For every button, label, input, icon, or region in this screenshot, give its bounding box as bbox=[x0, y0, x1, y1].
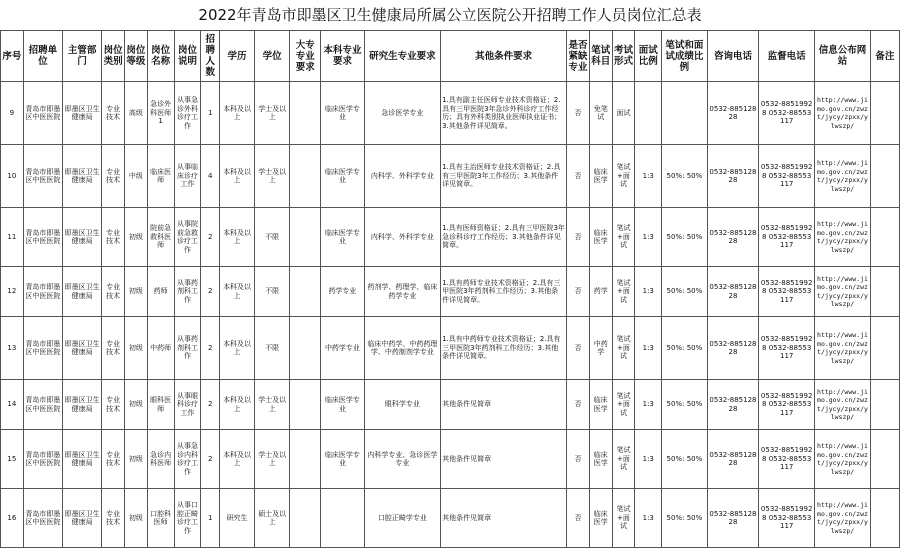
table-cell: 否 bbox=[567, 489, 590, 548]
table-cell: 药学 bbox=[589, 267, 612, 317]
table-cell: 50%: 50% bbox=[662, 489, 707, 548]
table-cell: 即墨区卫生健康局 bbox=[62, 82, 101, 145]
table-cell: 青岛市即墨区中医医院 bbox=[23, 145, 62, 208]
table-row bbox=[1, 267, 900, 317]
header-cell: 信息公布网站 bbox=[815, 31, 871, 82]
header-cell: 招聘人数 bbox=[201, 31, 220, 82]
table-cell: 专业技术 bbox=[102, 430, 125, 489]
table-cell: 眼科学专业 bbox=[364, 380, 440, 430]
table-cell: 初级 bbox=[124, 489, 147, 548]
table-cell: 中药师 bbox=[147, 317, 174, 380]
table-cell: 笔试+面试 bbox=[612, 317, 635, 380]
table-cell: 否 bbox=[567, 317, 590, 380]
header-cell: 监督电话 bbox=[759, 31, 815, 82]
positions-table bbox=[0, 30, 900, 548]
table-cell bbox=[290, 208, 321, 267]
table-cell: 1:3 bbox=[635, 317, 662, 380]
table-cell: 从事急诊内科诊疗工作 bbox=[174, 430, 201, 489]
table-cell: 临床中药学、中药药理学、中药制剂学专业 bbox=[364, 317, 440, 380]
table-cell bbox=[870, 430, 899, 489]
table-cell: 从事药剂科工作 bbox=[174, 317, 201, 380]
table-cell: 0532-88512828 bbox=[707, 82, 759, 145]
table-cell bbox=[870, 208, 899, 267]
table-row bbox=[1, 317, 900, 380]
table-cell: 口腔科医师 bbox=[147, 489, 174, 548]
table-cell: 50%: 50% bbox=[662, 430, 707, 489]
table-cell: 1.具有副主任医师专业技术资格证；2.具有三甲医院3年急诊外科诊疗工作经历；具有外科类别执业医师执业证书；3.其他条件详见简章。 bbox=[441, 82, 567, 145]
table-row bbox=[1, 208, 900, 267]
table-cell: 50%: 50% bbox=[662, 267, 707, 317]
table-cell: 本科及以上 bbox=[220, 267, 255, 317]
table-cell: 从事口腔正畸诊疗工作 bbox=[174, 489, 201, 548]
table-cell: 2 bbox=[201, 208, 220, 267]
table-cell bbox=[870, 82, 899, 145]
table-cell: 2 bbox=[201, 267, 220, 317]
table-cell: 本科及以上 bbox=[220, 208, 255, 267]
table-cell[interactable]: http://www.jimo.gov.cn/zwzt/jycy/zpxx/ylwszp/ bbox=[815, 208, 871, 267]
table-cell: 临床医师 bbox=[147, 145, 174, 208]
table-cell: 0532-88512828 bbox=[707, 145, 759, 208]
table-cell: 其他条件见简章 bbox=[441, 489, 567, 548]
table-cell bbox=[290, 489, 321, 548]
table-cell: 本科及以上 bbox=[220, 145, 255, 208]
table-cell: 中级 bbox=[124, 145, 147, 208]
table-cell: 急诊内科医师 bbox=[147, 430, 174, 489]
table-cell: 1.具有医师资格证；2.具有三甲医院3年急诊科诊疗工作经历；3.其他条件详见简章。 bbox=[441, 208, 567, 267]
table-cell: 0532-88519928 0532-88553117 bbox=[759, 317, 815, 380]
table-cell: 0532-88512828 bbox=[707, 208, 759, 267]
table-row bbox=[1, 82, 900, 145]
table-cell: 0532-88512828 bbox=[707, 267, 759, 317]
table-cell: 50%: 50% bbox=[662, 208, 707, 267]
table-cell: 专业技术 bbox=[102, 489, 125, 548]
page-title: 2022年青岛市即墨区卫生健康局所属公立医院公开招聘工作人员岗位汇总表 bbox=[198, 6, 702, 24]
table-cell: 0532-88519928 0532-88553117 bbox=[759, 267, 815, 317]
table-cell bbox=[635, 82, 662, 145]
table-cell: 笔试+面试 bbox=[612, 145, 635, 208]
table-cell: 否 bbox=[567, 267, 590, 317]
table-row bbox=[1, 489, 900, 548]
table-cell: 1 bbox=[201, 82, 220, 145]
table-cell: 14 bbox=[1, 380, 24, 430]
header-cell: 序号 bbox=[1, 31, 24, 82]
table-row bbox=[1, 380, 900, 430]
table-cell bbox=[870, 380, 899, 430]
table-cell: 笔试+面试 bbox=[612, 430, 635, 489]
table-cell: 即墨区卫生健康局 bbox=[62, 380, 101, 430]
table-cell: 1:3 bbox=[635, 267, 662, 317]
header-cell: 大专专业要求 bbox=[290, 31, 321, 82]
table-cell: 否 bbox=[567, 145, 590, 208]
table-cell: 不限 bbox=[255, 267, 290, 317]
table-cell: 否 bbox=[567, 208, 590, 267]
table-cell: 免笔试 bbox=[589, 82, 612, 145]
table-cell: 笔试+面试 bbox=[612, 267, 635, 317]
table-cell: 高级 bbox=[124, 82, 147, 145]
table-cell: 本科及以上 bbox=[220, 380, 255, 430]
table-cell: 中药学 bbox=[589, 317, 612, 380]
table-cell: 临床医学 bbox=[589, 208, 612, 267]
table-cell: 1 bbox=[201, 489, 220, 548]
table-cell: 口腔正畸学专业 bbox=[364, 489, 440, 548]
table-cell: 0532-88512828 bbox=[707, 317, 759, 380]
table-cell bbox=[290, 317, 321, 380]
table-cell: 内科学、外科学专业 bbox=[364, 208, 440, 267]
header-cell: 研究生专业要求 bbox=[364, 31, 440, 82]
table-cell: 0532-88512828 bbox=[707, 430, 759, 489]
table-cell: 药剂学、药理学、临床药学专业 bbox=[364, 267, 440, 317]
table-cell: 否 bbox=[567, 82, 590, 145]
table-cell bbox=[870, 489, 899, 548]
table-cell: 专业技术 bbox=[102, 82, 125, 145]
table-cell bbox=[662, 82, 707, 145]
table-cell: 0532-88519928 0532-88553117 bbox=[759, 208, 815, 267]
table-cell[interactable]: http://www.jimo.gov.cn/zwzt/jycy/zpxx/ylwszp/ bbox=[815, 82, 871, 145]
table-cell: 专业技术 bbox=[102, 145, 125, 208]
header-cell: 面试比例 bbox=[635, 31, 662, 82]
table-cell: 1:3 bbox=[635, 145, 662, 208]
header-cell: 笔试和面试成绩比例 bbox=[662, 31, 707, 82]
header-cell: 笔试科目 bbox=[589, 31, 612, 82]
table-cell: 青岛市即墨区中医医院 bbox=[23, 489, 62, 548]
table-cell: 从事临床诊疗工作 bbox=[174, 145, 201, 208]
table-cell: 专业技术 bbox=[102, 267, 125, 317]
table-cell: 药师 bbox=[147, 267, 174, 317]
table-cell: 12 bbox=[1, 267, 24, 317]
table-cell: 从事急诊外科诊疗工作 bbox=[174, 82, 201, 145]
table-cell: 其他条件见简章 bbox=[441, 380, 567, 430]
table-cell[interactable]: http://www.jimo.gov.cn/zwzt/jycy/zpxx/ylwszp/ bbox=[815, 489, 871, 548]
table-cell: 本科及以上 bbox=[220, 430, 255, 489]
table-cell: 初级 bbox=[124, 317, 147, 380]
table-cell bbox=[290, 430, 321, 489]
header-cell: 岗位名称 bbox=[147, 31, 174, 82]
table-cell: 16 bbox=[1, 489, 24, 548]
table-cell: 9 bbox=[1, 82, 24, 145]
table-cell: 1:3 bbox=[635, 380, 662, 430]
header-cell: 招聘单位 bbox=[23, 31, 62, 82]
table-cell: 专业技术 bbox=[102, 380, 125, 430]
table-body bbox=[1, 82, 900, 548]
table-cell: 学士及以上 bbox=[255, 82, 290, 145]
table-cell: 眼科医师 bbox=[147, 380, 174, 430]
table-cell: 4 bbox=[201, 145, 220, 208]
table-cell: 学士及以上 bbox=[255, 430, 290, 489]
table-cell: 急诊医学专业 bbox=[364, 82, 440, 145]
table-cell bbox=[321, 489, 364, 548]
table-cell: 即墨区卫生健康局 bbox=[62, 267, 101, 317]
header-cell: 主管部门 bbox=[62, 31, 101, 82]
table-cell: 0532-88512828 bbox=[707, 380, 759, 430]
table-cell: 即墨区卫生健康局 bbox=[62, 489, 101, 548]
table-cell: 内科学、外科学专业 bbox=[364, 145, 440, 208]
table-cell: 专业技术 bbox=[102, 208, 125, 267]
table-cell: 50%: 50% bbox=[662, 380, 707, 430]
table-cell: 青岛市即墨区中医医院 bbox=[23, 267, 62, 317]
table-cell bbox=[870, 317, 899, 380]
table-cell: 硕士及以上 bbox=[255, 489, 290, 548]
table-cell: 1.具有主治医师专业技术资格证；2.具有三甲医院3年工作经历；3.其他条件详见简章。 bbox=[441, 145, 567, 208]
table-cell: 临床医学 bbox=[589, 380, 612, 430]
header-cell: 是否紧缺专业 bbox=[567, 31, 590, 82]
table-cell: 15 bbox=[1, 430, 24, 489]
table-cell bbox=[290, 145, 321, 208]
table-cell[interactable]: http://www.jimo.gov.cn/zwzt/jycy/zpxx/ylwszp/ bbox=[815, 145, 871, 208]
table-cell: 急诊外科医师1 bbox=[147, 82, 174, 145]
table-cell: 1:3 bbox=[635, 208, 662, 267]
table-cell[interactable]: http://www.jimo.gov.cn/zwzt/jycy/zpxx/ylwszp/ bbox=[815, 430, 871, 489]
table-cell: 0532-88519928 0532-88553117 bbox=[759, 489, 815, 548]
table-cell: 研究生 bbox=[220, 489, 255, 548]
table-cell: 学士及以上 bbox=[255, 145, 290, 208]
table-cell: 笔试+面试 bbox=[612, 380, 635, 430]
table-cell: 笔试+面试 bbox=[612, 208, 635, 267]
table-cell bbox=[290, 380, 321, 430]
table-cell: 1.具有中药师专业技术资格证；2.具有三甲医院3年药剂科工作经历；3.其他条件详见简章。 bbox=[441, 317, 567, 380]
table-row bbox=[1, 145, 900, 208]
table-cell: 中药学专业 bbox=[321, 317, 364, 380]
table-cell: 临床医学专业 bbox=[321, 145, 364, 208]
table-cell: 临床医学 bbox=[589, 430, 612, 489]
header-cell: 其他条件要求 bbox=[441, 31, 567, 82]
table-cell: 本科及以上 bbox=[220, 317, 255, 380]
table-cell: 2 bbox=[201, 317, 220, 380]
table-cell: 本科及以上 bbox=[220, 82, 255, 145]
table-cell[interactable]: http://www.jimo.gov.cn/zwzt/jycy/zpxx/ylwszp/ bbox=[815, 267, 871, 317]
table-cell: 初级 bbox=[124, 430, 147, 489]
table-cell bbox=[290, 82, 321, 145]
table-cell: 11 bbox=[1, 208, 24, 267]
header-cell: 本科专业要求 bbox=[321, 31, 364, 82]
header-cell: 岗位等级 bbox=[124, 31, 147, 82]
table-cell: 不限 bbox=[255, 208, 290, 267]
table-cell: 即墨区卫生健康局 bbox=[62, 145, 101, 208]
table-cell: 即墨区卫生健康局 bbox=[62, 208, 101, 267]
table-cell: 青岛市即墨区中医医院 bbox=[23, 82, 62, 145]
header-cell: 咨询电话 bbox=[707, 31, 759, 82]
table-cell: 50%: 50% bbox=[662, 145, 707, 208]
table-cell: 面试 bbox=[612, 82, 635, 145]
table-cell: 青岛市即墨区中医医院 bbox=[23, 380, 62, 430]
table-cell: 0532-88512828 bbox=[707, 489, 759, 548]
header-cell: 岗位类别 bbox=[102, 31, 125, 82]
table-cell: 不限 bbox=[255, 317, 290, 380]
table-row bbox=[1, 430, 900, 489]
table-cell: 1:3 bbox=[635, 489, 662, 548]
header-cell: 学位 bbox=[255, 31, 290, 82]
table-cell: 即墨区卫生健康局 bbox=[62, 317, 101, 380]
table-cell: 临床医学专业 bbox=[321, 82, 364, 145]
header-cell: 考试形式 bbox=[612, 31, 635, 82]
table-cell: 笔试+面试 bbox=[612, 489, 635, 548]
table-cell: 0532-88519928 0532-88553117 bbox=[759, 380, 815, 430]
header-cell: 学历 bbox=[220, 31, 255, 82]
header-cell: 备注 bbox=[870, 31, 899, 82]
table-cell bbox=[870, 267, 899, 317]
table-cell: 否 bbox=[567, 380, 590, 430]
table-cell: 0532-88519928 0532-88553117 bbox=[759, 145, 815, 208]
table-cell: 从事药剂科工作 bbox=[174, 267, 201, 317]
table-cell: 学士及以上 bbox=[255, 380, 290, 430]
table-cell: 青岛市即墨区中医医院 bbox=[23, 317, 62, 380]
table-cell: 2 bbox=[201, 380, 220, 430]
table-cell: 临床医学专业 bbox=[321, 380, 364, 430]
table-cell: 50%: 50% bbox=[662, 317, 707, 380]
table-cell[interactable]: http://www.jimo.gov.cn/zwzt/jycy/zpxx/ylwszp/ bbox=[815, 317, 871, 380]
header-row bbox=[1, 31, 900, 82]
table-cell: 2 bbox=[201, 430, 220, 489]
table-cell: 1.具有药师专业技术资格证；2.具有三甲医院3年药剂科工作经历；3.其他条件详见简章。 bbox=[441, 267, 567, 317]
table-cell: 院前急救科医师 bbox=[147, 208, 174, 267]
table-cell: 专业技术 bbox=[102, 317, 125, 380]
table-cell: 青岛市即墨区中医医院 bbox=[23, 208, 62, 267]
table-cell: 初级 bbox=[124, 267, 147, 317]
table-cell: 临床医学 bbox=[589, 489, 612, 548]
table-cell: 13 bbox=[1, 317, 24, 380]
table-cell: 青岛市即墨区中医医院 bbox=[23, 430, 62, 489]
table-cell: 初级 bbox=[124, 208, 147, 267]
table-cell bbox=[870, 145, 899, 208]
table-cell: 即墨区卫生健康局 bbox=[62, 430, 101, 489]
header-cell: 岗位说明 bbox=[174, 31, 201, 82]
table-cell: 从事眼科诊疗工作 bbox=[174, 380, 201, 430]
table-cell: 否 bbox=[567, 430, 590, 489]
table-cell: 0532-88519928 0532-88553117 bbox=[759, 430, 815, 489]
table-cell: 初级 bbox=[124, 380, 147, 430]
table-cell: 从事院前急救诊疗工作 bbox=[174, 208, 201, 267]
table-cell: 1:3 bbox=[635, 430, 662, 489]
table-cell: 临床医学 bbox=[589, 145, 612, 208]
table-cell: 0532-88519928 0532-88553117 bbox=[759, 82, 815, 145]
table-cell[interactable]: http://www.jimo.gov.cn/zwzt/jycy/zpxx/ylwszp/ bbox=[815, 380, 871, 430]
table-cell: 临床医学专业 bbox=[321, 208, 364, 267]
table-cell: 药学专业 bbox=[321, 267, 364, 317]
table-cell: 内科学专业、急诊医学专业 bbox=[364, 430, 440, 489]
table-cell bbox=[290, 267, 321, 317]
table-cell: 10 bbox=[1, 145, 24, 208]
table-cell: 其他条件见简章 bbox=[441, 430, 567, 489]
table-cell: 临床医学专业 bbox=[321, 430, 364, 489]
